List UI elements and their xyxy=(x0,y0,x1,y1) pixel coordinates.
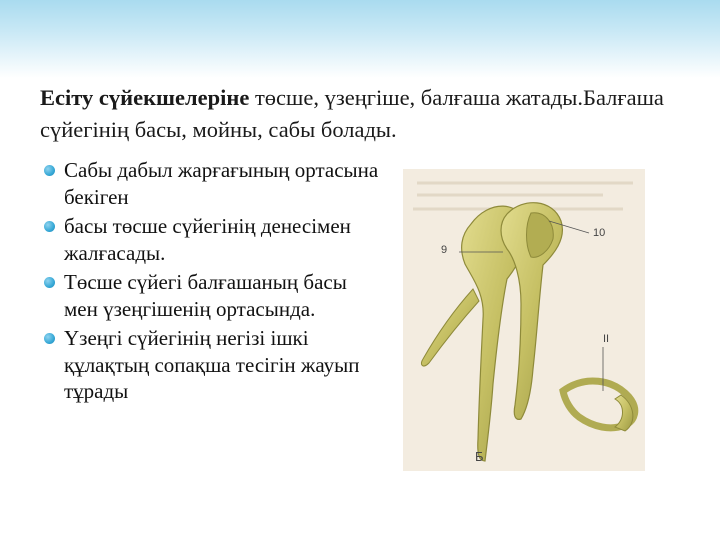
bullet-icon xyxy=(44,165,55,176)
bullet-icon xyxy=(44,277,55,288)
label-10: 10 xyxy=(593,227,606,239)
list-item xyxy=(44,157,384,210)
malleus-process xyxy=(421,289,479,366)
label-9: 9 xyxy=(441,244,448,256)
ossicles-illustration xyxy=(403,169,645,471)
title-rest: төсше, үзеңгіше, балғаша жатады.Балғаша сүйегінің басы, мойны, сабы болады. xyxy=(40,85,664,142)
label-11: II xyxy=(603,333,610,345)
bullet-icon xyxy=(44,221,55,232)
slide-title xyxy=(40,82,700,146)
bullet-text: Үзеңгі сүйегінің негізі ішкі құлақтың сопақша тесігін жауып тұрады xyxy=(64,326,360,403)
ossicles-drawing xyxy=(403,169,645,471)
list-item xyxy=(44,269,384,322)
list-item xyxy=(44,213,384,266)
label-b: Б xyxy=(475,449,484,464)
bullet-text: Төсше сүйегі балғашаның басы мен үзеңгішенің ортасында. xyxy=(64,270,347,321)
header-band xyxy=(0,0,720,78)
bullet-text: Сабы дабыл жарғағының ортасына бекіген xyxy=(64,158,379,209)
bullet-list xyxy=(44,157,384,408)
title-bold: Есіту сүйекшелеріне xyxy=(40,85,250,110)
list-item xyxy=(44,325,384,405)
bullet-icon xyxy=(44,333,55,344)
bullet-text: басы төсше сүйегінің денесімен жалғасады. xyxy=(64,214,351,265)
